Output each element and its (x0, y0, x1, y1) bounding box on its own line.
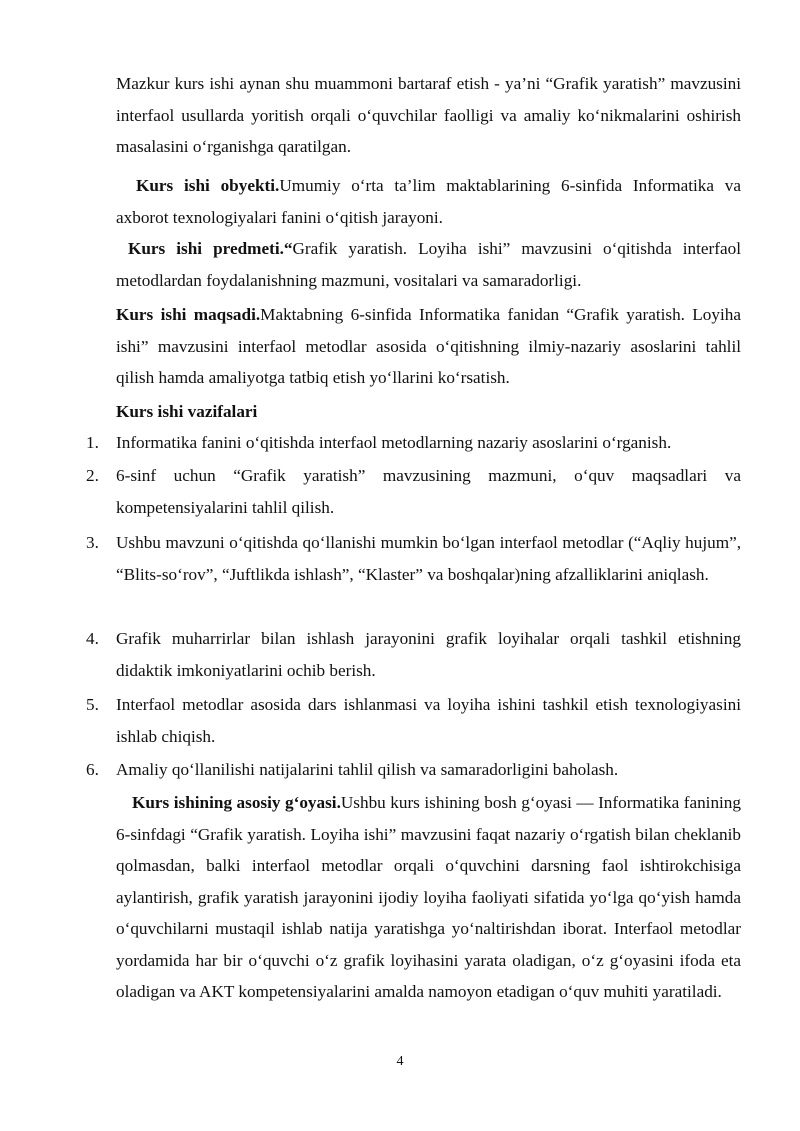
intro-text: Mazkur kurs ishi aynan shu muammoni bartaraf etish - ya’ni “Grafik yaratish” mavzusini interfaol usullarda yoritish orqali o‘quvchilar faolligi va amaliy ko‘nikmalarini oshirish masalasini o‘rganishga qaratilgan. (116, 74, 741, 156)
list-item-text: Informatika fanini o‘qitishda interfaol metodlarning nazariy asoslarini o‘rganish. (116, 433, 672, 452)
list-item-number: 3. (86, 533, 99, 552)
list-item-text: Ushbu mavzuni o‘qitishda qo‘llanishi mumkin bo‘lgan interfaol metodlar (“Aqliy hujum”, “Blits-so‘rov”, “Juftlikda ishlash”, “Klaster” va boshqalar)ning afzalliklarini aniqlash. (116, 533, 741, 584)
list-item-number: 6. (86, 760, 99, 779)
idea-text: Ushbu kurs ishining bosh g‘oyasi — Informatika fanining 6-sinfdagi “Grafik yaratish. Loyiha ishi” mavzusini faqat nazariy o‘rgatish bilan cheklanib qolmasdan, balki interfaol metodlar orqali o‘quvchini darsning faol ishtirokchisiga aylantirish, grafik yaratish jarayonini ijodiy loyiha faoliyati sifatida yo‘lga qo‘yish hamda o‘quvchilarni mustaqil ishlab natija yaratishga yo‘naltirishdan iborat. Interfaol metodlar yordamida har bir o‘quvchi o‘z grafik loyihasini yarata oladigan, o‘z g‘oyasini ifoda eta oladigan va AKT kompetensiyalarini amalda namoyon etadigan o‘quv muhiti yaratiladi. (116, 793, 741, 1001)
object-paragraph (116, 170, 741, 233)
goal-label: Kurs ishi maqsadi. (116, 305, 261, 324)
subject-text: Grafik yaratish. Loyiha ishi” mavzusini o‘qitishda interfaol metodlardan foydalanishning mazmuni, vositalari va samaradorligi. (116, 239, 741, 290)
tasks-heading: Kurs ishi vazifalari (116, 402, 258, 421)
goal-paragraph (116, 299, 741, 394)
list-item-number: 1. (86, 433, 99, 452)
list-item-text: Interfaol metodlar asosida dars ishlanmasi va loyiha ishini tashkil etish texnologiyasini ishlab chiqish. (116, 695, 741, 746)
list-item-text: 6-sinf uchun “Grafik yaratish” mavzusining mazmuni, o‘quv maqsadlari va kompetensiyalarini tahlil qilish. (116, 466, 741, 517)
subject-paragraph (116, 233, 741, 296)
list-item-number: 4. (86, 629, 99, 648)
list-item-text: Amaliy qo‘llanilishi natijalarini tahlil qilish va samaradorligini baholash. (116, 760, 619, 779)
page-number: 4 (396, 1054, 404, 1069)
list-item-text: Grafik muharrirlar bilan ishlash jarayonini grafik loyihalar orqali tashkil etishning didaktik imkoniyatlarini ochib berish. (116, 629, 741, 680)
list-item-number: 2. (86, 466, 99, 485)
idea-paragraph (116, 787, 741, 1008)
idea-label: Kurs ishining asosiy g‘oyasi. (132, 793, 341, 812)
subject-label: Kurs ishi predmeti.“ (128, 239, 293, 258)
goal-text: Maktabning 6-sinfida Informatika fanidan “Grafik yaratish. Loyiha ishi” mavzusini interfaol metodlar asosida o‘qitishning ilmiy-nazariy asoslarini tahlil qilish hamda amaliyotga tatbiq etish yo‘llarini ko‘rsatish. (116, 305, 741, 387)
intro-paragraph (116, 68, 741, 163)
object-label: Kurs ishi obyekti. (136, 176, 280, 195)
list-item-number: 5. (86, 695, 99, 714)
object-text: Umumiy o‘rta ta’lim maktablarining 6-sinfida Informatika va axborot texnologiyalari fanini o‘qitish jarayoni. (116, 176, 741, 227)
